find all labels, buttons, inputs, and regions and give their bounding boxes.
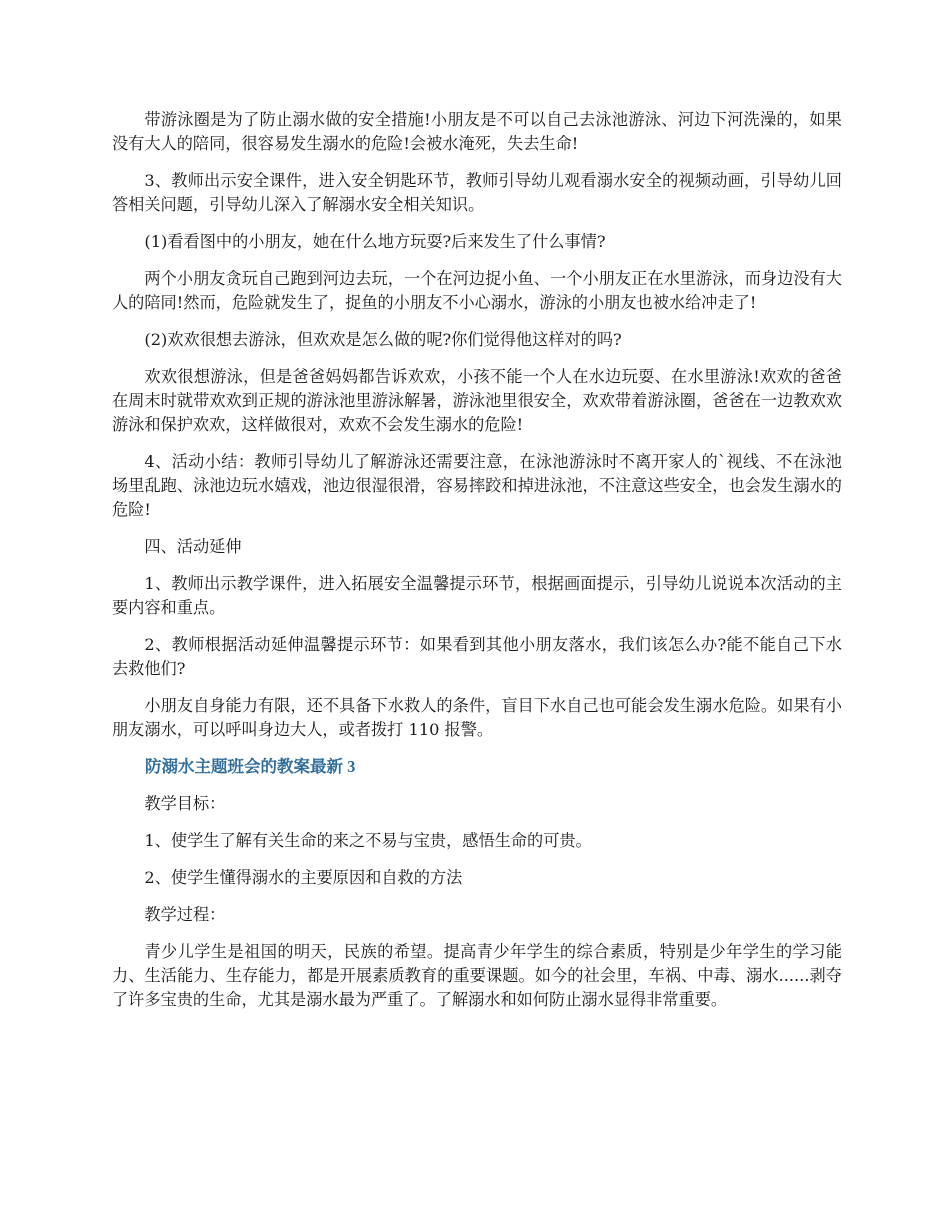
paragraph-question-2: (2)欢欢很想去游泳，但欢欢是怎么做的呢?你们觉得他这样对的吗? [144, 330, 622, 349]
paragraph-answer-2: 欢欢很想游泳，但是爸爸妈妈都告诉欢欢，小孩不能一个人在水边玩耍、在水里游泳!欢欢的爸爸在周末时就带欢欢到正规的游泳池里游泳解暑，游泳池里很安全，欢欢带着游泳圈，爸爸在一边教欢欢游泳和保护欢欢，这样做很对，欢欢不会发生溺水的危险! [112, 367, 842, 434]
paragraph-goal-2: 2、使学生懂得溺水的主要原因和自救的方法 [144, 868, 463, 887]
paragraph-step-3: 3、教师出示安全课件，进入安全钥匙环节，教师引导幼儿观看溺水安全的视频动画，引导幼儿回答相关问题，引导幼儿深入了解溺水安全相关知识。 [112, 171, 842, 214]
paragraph-question-1: (1)看看图中的小朋友，她在什么地方玩耍?后来发生了什么事情? [144, 232, 606, 251]
paragraph-extension-1: 1、教师出示教学课件，进入拓展安全温馨提示环节，根据画面提示，引导幼儿说说本次活动的主要内容和重点。 [112, 574, 842, 617]
paragraph-rescue-advice: 小朋友自身能力有限，还不具备下水救人的条件，盲目下水自己也可能会发生溺水危险。如果有小朋友溺水，可以呼叫身边大人，或者拨打 110 报警。 [112, 696, 842, 739]
paragraph-step-4-summary: 4、活动小结：教师引导幼儿了解游泳还需要注意，在泳池游泳时不离开家人的`视线、不在泳池场里乱跑、泳池边玩水嬉戏，池边很湿很滑，容易摔跤和掉进泳池，不注意这些安全，也会发生溺水的危险! [112, 452, 842, 519]
paragraph-process-label: 教学过程： [144, 905, 226, 924]
document-page [112, 108, 842, 1025]
section-heading: 防溺水主题班会的教案最新 3 [145, 757, 356, 776]
paragraph-goal-1: 1、使学生了解有关生命的来之不易与宝贵，感悟生命的可贵。 [144, 831, 592, 850]
paragraph-answer-1: 两个小朋友贪玩自己跑到河边去玩，一个在河边捉小鱼、一个小朋友正在水里游泳，而身边没有大人的陪同!然而，危险就发生了，捉鱼的小朋友不小心溺水，游泳的小朋友也被水给冲走了! [112, 269, 842, 312]
paragraph-intro: 青少儿学生是祖国的明天，民族的希望。提高青少年学生的综合素质，特别是少年学生的学习能力、生活能力、生存能力，都是开展素质教育的重要课题。如今的社会里，车祸、中毒、溺水......剥夺了许多宝贵的生命，尤其是溺水最为严重了。了解溺水和如何防止溺水显得非常重要。 [112, 942, 842, 1009]
paragraph-section-4-title: 四、活动延伸 [144, 537, 242, 556]
paragraph-extension-2: 2、教师根据活动延伸温馨提示环节：如果看到其他小朋友落水，我们该怎么办?能不能自己下水去救他们? [112, 635, 842, 678]
paragraph-goals-label: 教学目标： [144, 794, 226, 813]
paragraph-swim-ring: 带游泳圈是为了防止溺水做的安全措施!小朋友是不可以自己去泳池游泳、河边下河洗澡的，如果没有大人的陪同，很容易发生溺水的危险!会被水淹死，失去生命! [112, 110, 842, 153]
